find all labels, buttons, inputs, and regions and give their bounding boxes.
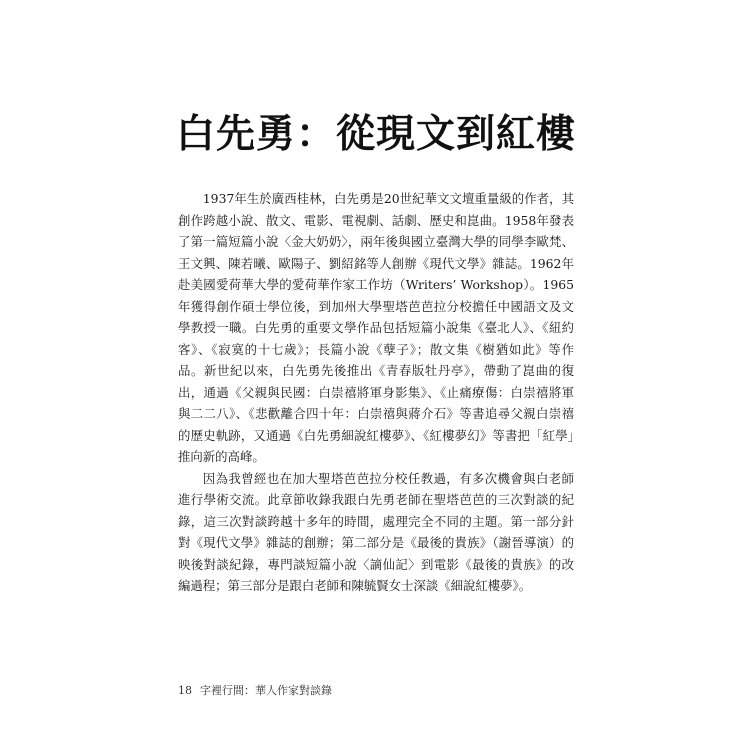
- page-number: 18: [178, 684, 192, 697]
- body-paragraph-2: 因為我曾經也在加大聖塔芭芭拉分校任教過，有多次機會與白老師進行學術交流。此章節收錄我跟白先勇老師在聖塔芭芭的三次對談的紀錄，這三次對談跨越十多年的時間，處理完全不同的主題。第一部分針對《現代文學》雜誌的創辦；第二部分是《最後的貴族》（謝晉導演）的映後對談紀錄，專門談短篇小說〈謫仙記〉到電影《最後的貴族》的改編過程；第三部分是跟白老師和陳毓賢女士深談《細說紅樓夢》。: [178, 470, 574, 593]
- chapter-body: [178, 188, 574, 597]
- chapter-title: 白先勇：從現文到紅樓: [176, 112, 577, 157]
- body-paragraph-1: 1937年生於廣西桂林，白先勇是20世紀華文文壇重量級的作者，其創作跨越小說、散文、電影、電視劇、話劇、歷史和崑曲。1958年發表了第一篇短篇小說〈金大奶奶〉，兩年後與國立臺灣大學的同學李歐梵、王文興、陳若曦、歐陽子、劉紹銘等人創辦《現代文學》雜誌。1962年赴美國愛荷華大學的愛荷華作家工作坊（Writers’ Workshop）。1965年獲得創作碩士學位後，到加州大學聖塔芭芭拉分校擔任中國語文及文學教授一職。白先勇的重要文學作品包括短篇小說集《臺北人》、《紐約客》、《寂寞的十七歲》；長篇小說《孽子》；散文集《樹猶如此》等作品。新世紀以來，白先勇先後推出《青春版牡丹亭》，帶動了崑曲的復出，通過《父親與民國：白崇禧將軍身影集》、《止痛療傷：白崇禧將軍與二二八》、《悲歡離合四十年：白崇禧與蔣介石》等書追尋父親白崇禧的歷史軌跡，又通過《白先勇細說紅樓夢》、《紅樓夢幻》等書把「紅學」推向新的高峰。: [178, 191, 574, 464]
- page-footer: [178, 684, 332, 698]
- running-title: 字裡行間：華人作家對談錄: [200, 684, 332, 697]
